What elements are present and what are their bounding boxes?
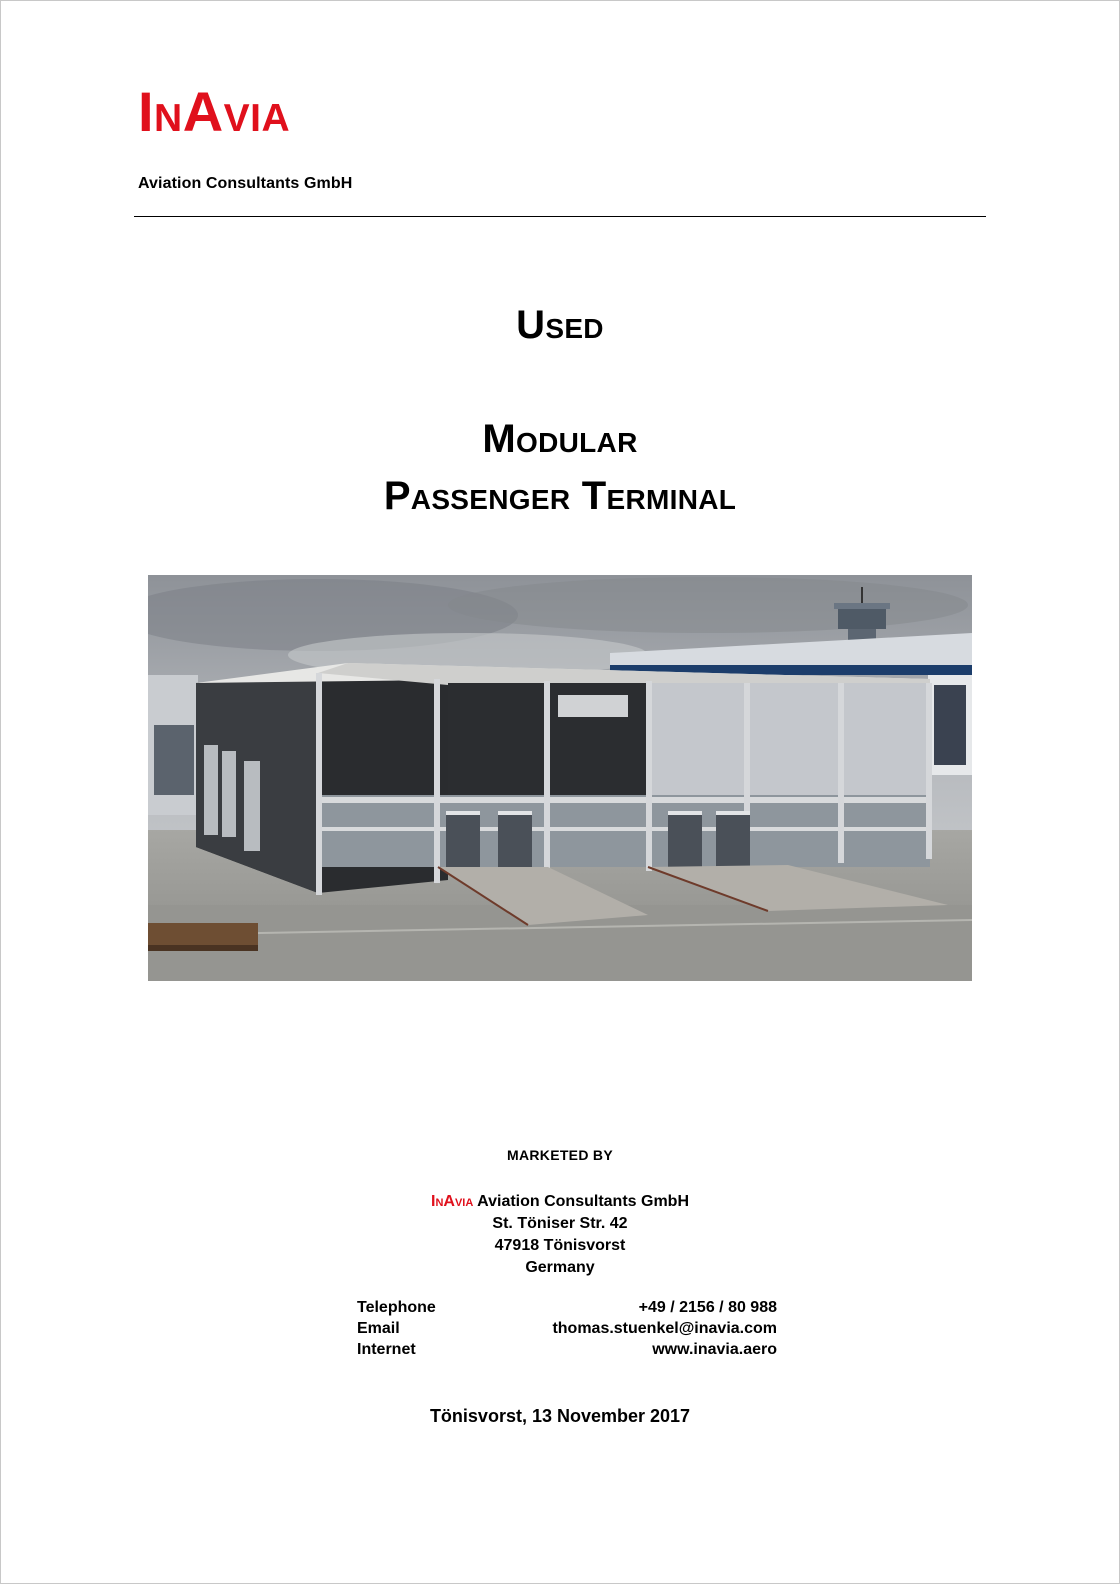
city: 47918 Tönisvorst	[494, 1237, 626, 1254]
email-value[interactable]: thomas.stuenkel@inavia.com	[552, 1320, 777, 1337]
marketed-by-label: MARKETED BY	[507, 1147, 613, 1163]
header-divider	[134, 216, 986, 217]
contact-label: Telephone	[357, 1299, 436, 1316]
contact-row-email	[357, 1318, 777, 1339]
inavia-brand: InAvia	[431, 1193, 474, 1210]
contact-label: Internet	[357, 1341, 416, 1358]
telephone-value: +49 / 2156 / 80 988	[638, 1299, 777, 1316]
contact-table	[357, 1297, 777, 1360]
contact-row-telephone	[357, 1297, 777, 1318]
country: Germany	[525, 1259, 595, 1276]
title-modular: Modular	[482, 417, 638, 461]
title-passenger-terminal: Passenger Terminal	[383, 474, 737, 518]
company-subtitle: Aviation Consultants GmbH	[138, 175, 353, 192]
website-value[interactable]: www.inavia.aero	[652, 1341, 777, 1358]
company-name-rest: Aviation Consultants GmbH	[473, 1193, 689, 1210]
dateline: Tönisvorst, 13 November 2017	[429, 1406, 691, 1426]
company-name-line	[0, 1191, 1120, 1213]
title-used: Used	[516, 303, 604, 347]
contact-label: Email	[357, 1320, 400, 1337]
street: St. Töniser Str. 42	[492, 1215, 628, 1232]
contact-row-internet	[357, 1339, 777, 1360]
inavia-logo: InAvia	[138, 80, 291, 143]
terminal-photo	[148, 575, 972, 981]
address-block	[0, 1191, 1120, 1279]
